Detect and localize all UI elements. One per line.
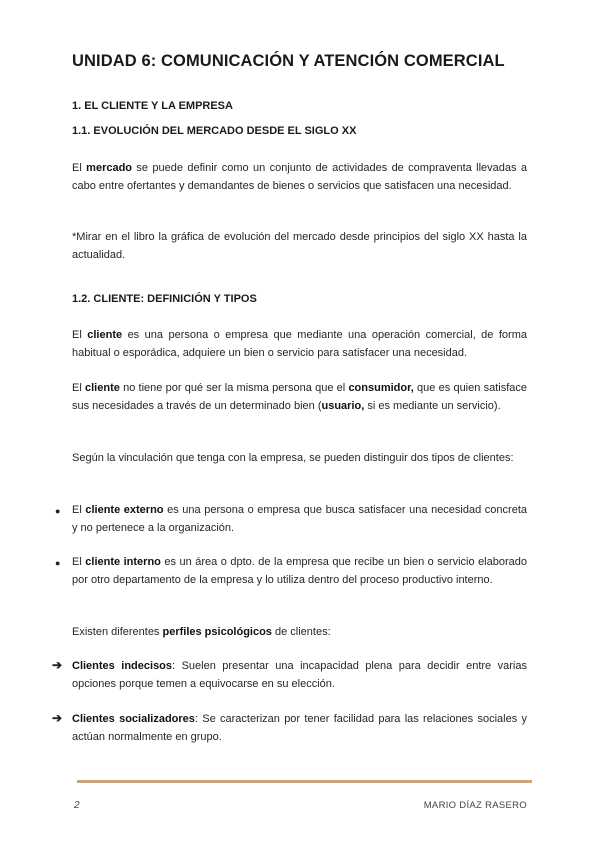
paragraph-cliente-consumidor: El cliente no tiene por qué ser la misma persona que el consumidor, que es quien satisface sus necesidades a través de un determinado bien (usuario, si es mediante un servicio). — [72, 382, 527, 412]
section-heading-1-1: 1.1. EVOLUCIÓN DEL MERCADO DESDE EL SIGLO XX — [72, 125, 357, 137]
bullet-marker: ● — [55, 506, 61, 516]
paragraph-mercado: El mercado se puede definir como un conjunto de actividades de compraventa llevadas a cabo entre ofertantes y demandantes de bienes o servicios que satisfacen una necesidad. — [72, 162, 527, 192]
paragraph-mirar: *Mirar en el libro la gráfica de evolución del mercado desde principios del siglo XX hasta la actualidad. — [72, 231, 527, 261]
list-item-cliente-interno: El cliente interno es un área o dpto. de la empresa que recibe un bien o servicio elaborado por otro departamento de la empresa y lo utiliza dentro del proceso productivo interno. — [72, 556, 527, 586]
list-item-cliente-externo: El cliente externo es una persona o empresa que busca satisfacer una necesidad concreta y no pertenece a la organización. — [72, 504, 527, 534]
page-number: 2 — [74, 800, 80, 811]
paragraph-perfiles: Existen diferentes perfiles psicológicos de clientes: — [72, 626, 331, 638]
list-item-clientes-indecisos: Clientes indecisos: Suelen presentar una incapacidad plena para decidir entre varias opciones porque temen a equivocarse en su elección. — [72, 660, 527, 690]
list-item-clientes-socializadores: Clientes socializadores: Se caracterizan por tener facilidad para las relaciones sociales y actúan normalmente en grupo. — [72, 713, 527, 743]
arrow-right-icon: ➔ — [52, 711, 63, 725]
footer-rule — [77, 780, 532, 783]
paragraph-vinculacion: Según la vinculación que tenga con la empresa, se pueden distinguir dos tipos de clientes: — [72, 452, 514, 464]
page-title: UNIDAD 6: COMUNICACIÓN Y ATENCIÓN COMERCIAL — [72, 52, 505, 70]
section-heading-1: 1. EL CLIENTE Y LA EMPRESA — [72, 100, 233, 112]
bullet-marker: ● — [55, 558, 61, 568]
section-heading-1-2: 1.2. CLIENTE: DEFINICIÓN Y TIPOS — [72, 293, 257, 305]
footer-author: MARIO DÍAZ RASERO — [423, 800, 527, 811]
paragraph-cliente-definicion: El cliente es una persona o empresa que mediante una operación comercial, de forma habitual o esporádica, adquiere un bien o servicio para satisfacer una necesidad. — [72, 329, 527, 359]
arrow-right-icon: ➔ — [52, 658, 63, 672]
